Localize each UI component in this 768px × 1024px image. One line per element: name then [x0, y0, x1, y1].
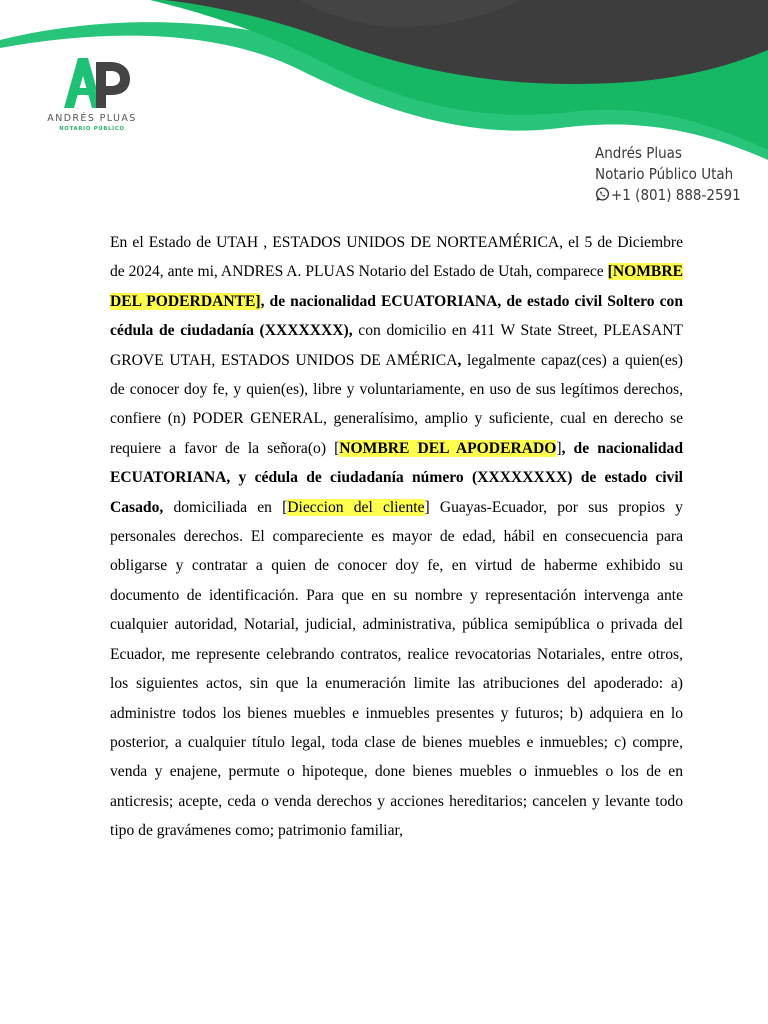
contact-phone: +1 (801) 888-2591 [611, 186, 741, 204]
contact-phone-line [595, 185, 741, 206]
contact-title: Notario Público Utah [595, 165, 734, 183]
text-segment: legalmente capaz(ces) a quien(es) de conocer doy fe, y quien(es), libre y voluntariamente, en uso de sus legítimos derechos, confiere (n) PODER GENERAL, generalísimo, amplio y suficiente, cual en derecho se requiere a favor de la señora(o) [ [110, 351, 683, 457]
highlight-direccion-placeholder: Dieccion del cliente [287, 498, 425, 516]
text-segment-bold: , de nacionalidad ECUATORIANA, y cédula de ciudadanía número (XXXXXXXX) de estado civil Casado, [110, 439, 683, 516]
highlight-poderdante-placeholder: [NOMBRE DEL PODERDANTE] [110, 263, 683, 310]
text-segment: ] Guayas-Ecuador, por sus propios y personales derechos. El compareciente es mayor de edad, hábil en consecuencia para obligarse y contratar a quien de conocer doy fe, en virtud de haberme exhibido su documento de identificación. Para que en su nombre y representación intervenga ante cualquier autoridad, Notarial, judicial, administrativa, pública semipública o privada del Ecuador, me represente celebrando contratos, realice revocatorias Notariales, entre otros, los siguientes actos, sin que la enumeración limite las atribuciones del apoderado: a) administre todos los bienes muebles e inmuebles presentes y futuros; b) adquiera en lo posterior, a cualquier título legal, toda clase de bienes muebles e inmuebles; c) compre, venda y enajene, permute o hipoteque, done bienes muebles o inmuebles o los de en anticresis; acepte, ceda o venda derechos y acciones hereditarios; cancelen y levante todo tipo de gravámenes como; patrimonio familiar, [110, 498, 683, 840]
logo-subtitle: NOTARIO PÚBLICO [59, 126, 125, 132]
text-segment: con domicilio en 411 W State Street, PLEASANT GROVE UTAH, ESTADOS UNIDOS DE AMÉRICA [110, 322, 683, 369]
highlight-apoderado-placeholder: NOMBRE DEL APODERADO [339, 439, 557, 457]
power-of-attorney-text [110, 228, 683, 846]
logo-name: ANDRÉS PLUAS [47, 113, 137, 124]
text-segment: ] [556, 439, 562, 457]
text-segment: En el Estado de UTAH , ESTADOS UNIDOS DE NORTEAMÉRICA, el 5 de Diciembre de 2024, ante mi, ANDRES A. PLUAS Notario del Estado de Utah, comparece [110, 234, 683, 281]
notary-contact-block [595, 143, 741, 206]
text-segment-bold: , [457, 351, 462, 369]
text-segment: domiciliada en [ [163, 498, 288, 516]
logo-ap-icon [44, 48, 140, 138]
text-segment-bold: , de nacionalidad ECUATORIANA, de estado civil Soltero con cédula de ciudadanía (XXXXXXX), [110, 292, 683, 340]
contact-name: Andrés Pluas [595, 144, 682, 162]
whatsapp-icon [595, 187, 610, 202]
